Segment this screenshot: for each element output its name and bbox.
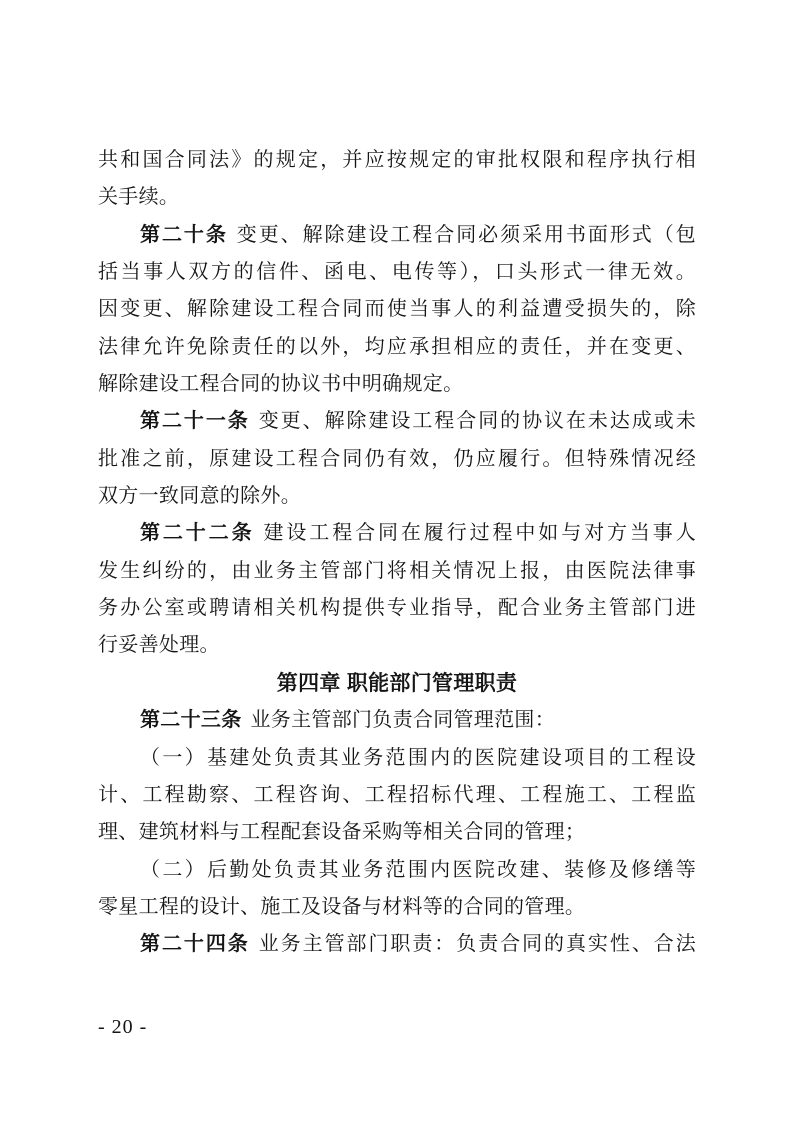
- text-line: [98, 740, 696, 777]
- text-line: [98, 926, 696, 963]
- line-text: （二）后勤处负责其业务范围内医院改建、装修及修缮等: [140, 858, 696, 881]
- line-text: 括当事人双方的信件、函电、电传等），口头形式一律无效。: [98, 261, 696, 284]
- page-number: - 20 -: [98, 1016, 148, 1038]
- line-text: 计、工程勘察、工程咨询、工程招标代理、工程施工、工程监: [98, 783, 696, 806]
- text-line: [98, 403, 696, 440]
- text-line: [98, 142, 696, 179]
- line-text: 法律允许免除责任的以外，均应承担相应的责任，并在变更、: [98, 335, 696, 358]
- text-line: [98, 515, 696, 552]
- text-line: [98, 553, 696, 590]
- line-text: 变更、解除建设工程合同的协议在未达成或未: [258, 410, 697, 433]
- line-text: 第四章 职能部门管理职责: [276, 671, 518, 695]
- line-text: 零星工程的设计、施工及设备与材料等的合同的管理。: [98, 895, 586, 918]
- article-number: 第二十二条: [140, 522, 255, 545]
- line-text: 建设工程合同在履行过程中如与对方当事人: [263, 522, 696, 545]
- line-text: （一）基建处负责其业务范围内的医院建设项目的工程设: [140, 746, 696, 769]
- text-line: [98, 366, 696, 403]
- line-text: 务办公室或聘请相关机构提供专业指导，配合业务主管部门进: [98, 597, 696, 620]
- article-number: 第二十条: [140, 223, 228, 246]
- text-line: [98, 329, 696, 366]
- text-line: [98, 852, 696, 889]
- article-number: 第二十三条: [140, 709, 242, 732]
- document-body: [98, 142, 696, 964]
- chapter-heading: [98, 665, 696, 702]
- line-text: 共和国合同法》的规定，并应按规定的审批权限和程序执行相: [98, 149, 696, 171]
- text-line: [98, 702, 696, 739]
- line-text: 关手续。: [98, 186, 180, 209]
- text-line: [98, 291, 696, 328]
- line-text: 业务主管部门负责合同管理范围：: [250, 709, 555, 732]
- line-text: 业务主管部门职责：负责合同的真实性、合法: [258, 933, 697, 956]
- article-number: 第二十一条: [140, 410, 250, 433]
- text-line: [98, 814, 696, 851]
- text-line: [98, 889, 696, 926]
- text-line: [98, 478, 696, 515]
- article-number: 第二十四条: [140, 933, 250, 956]
- line-text: 发生纠纷的，由业务主管部门将相关情况上报，由医院法律事: [98, 559, 696, 582]
- line-text: 批准之前，原建设工程合同仍有效，仍应履行。但特殊情况经: [98, 447, 696, 470]
- text-line: [98, 179, 696, 216]
- text-line: [98, 590, 696, 627]
- line-text: 变更、解除建设工程合同必须采用书面形式（包: [236, 223, 696, 246]
- line-text: 行妥善处理。: [98, 634, 220, 657]
- line-text: 理、建筑材料与工程配套设备采购等相关合同的管理；: [98, 821, 586, 844]
- text-line: [98, 254, 696, 291]
- text-line: [98, 217, 696, 254]
- text-line: [98, 441, 696, 478]
- line-text: 解除建设工程合同的协议书中明确规定。: [98, 373, 464, 396]
- text-line: [98, 627, 696, 664]
- line-text: 因变更、解除建设工程合同而使当事人的利益遭受损失的，除: [98, 298, 696, 321]
- text-line: [98, 777, 696, 814]
- line-text: 双方一致同意的除外。: [98, 485, 301, 508]
